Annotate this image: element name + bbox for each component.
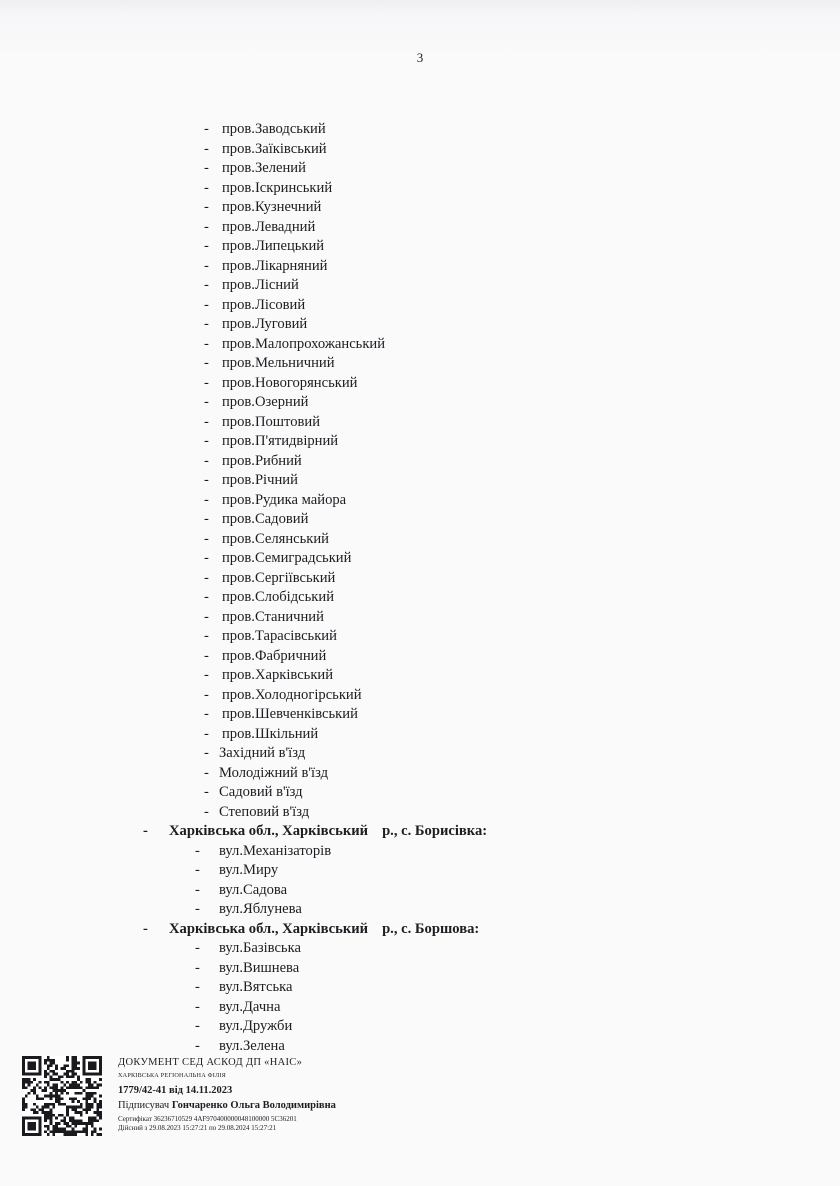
street-name: вул.Дружби bbox=[219, 1018, 293, 1034]
section-heading-text bbox=[169, 920, 479, 940]
street-name: пров.Шкільний bbox=[222, 725, 319, 742]
street-name: Садовий в'їзд bbox=[219, 784, 303, 800]
list-bullet: - bbox=[204, 374, 209, 391]
list-bullet: - bbox=[204, 530, 209, 547]
list-bullet: - bbox=[143, 823, 148, 839]
street-name: вул.Садова bbox=[219, 881, 288, 898]
list-bullet: - bbox=[195, 862, 200, 878]
list-bullet: - bbox=[204, 647, 209, 664]
street-name: пров.Мельничний bbox=[222, 355, 335, 371]
heading-region: Харківська обл., Харківський bbox=[169, 920, 369, 937]
heading-settlement: р., с. Боршова: bbox=[382, 920, 480, 937]
signer-label: Підписувач bbox=[118, 1100, 170, 1111]
list-bullet: - bbox=[143, 920, 148, 937]
street-name: пров.Холодногірський bbox=[222, 686, 362, 703]
signature-stamp bbox=[22, 1056, 542, 1152]
street-name: пров.П'ятидвірний bbox=[222, 433, 339, 449]
stamp-text bbox=[118, 1056, 538, 1133]
street-name: вул.Механізаторів bbox=[219, 842, 332, 859]
heading-settlement: р., с. Борисівка: bbox=[382, 823, 488, 839]
street-name: пров.Заїківський bbox=[222, 140, 327, 157]
street-name: Молодіжний в'їзд bbox=[219, 764, 329, 781]
list-bullet: - bbox=[204, 433, 209, 449]
list-bullet: - bbox=[195, 1037, 200, 1054]
street-name: пров.Лікарняний bbox=[222, 257, 328, 274]
stamp-title: ДОКУМЕНТ СЕД АСКОД ДП «НАІС» bbox=[118, 1057, 303, 1068]
street-name: вул.Вятська bbox=[219, 979, 293, 995]
list-bullet: - bbox=[204, 394, 209, 410]
heading-region: Харківська обл., Харківський bbox=[169, 823, 369, 839]
street-name: пров.Селянський bbox=[222, 530, 329, 547]
street-name: пров.Садовий bbox=[222, 511, 309, 527]
list-bullet: - bbox=[204, 199, 209, 215]
list-bullet: - bbox=[204, 140, 209, 157]
street-name: пров.Липецький bbox=[222, 238, 325, 254]
street-name: вул.Базівська bbox=[219, 940, 301, 956]
street-name: пров.Новогорянський bbox=[222, 374, 358, 391]
list-bullet: - bbox=[204, 511, 209, 527]
qr-code-icon bbox=[22, 1056, 102, 1136]
street-name: пров.Шевченківський bbox=[222, 706, 358, 722]
list-bullet: - bbox=[204, 257, 209, 274]
list-bullet: - bbox=[204, 686, 209, 703]
street-name: вул.Миру bbox=[219, 862, 279, 878]
list-bullet: - bbox=[204, 667, 209, 683]
stamp-validity: Дійсний з 29.08.2023 15:27:21 по 29.08.2024 15:27:21 bbox=[118, 1124, 277, 1132]
list-bullet: - bbox=[204, 569, 209, 586]
list-bullet: - bbox=[204, 277, 209, 293]
list-bullet: - bbox=[195, 998, 200, 1015]
list-bullet: - bbox=[204, 335, 209, 352]
list-bullet: - bbox=[204, 745, 209, 761]
list-bullet: - bbox=[204, 784, 209, 800]
section-heading-text bbox=[169, 822, 487, 842]
list-bullet: - bbox=[195, 901, 200, 917]
list-bullet: - bbox=[195, 1018, 200, 1034]
list-bullet: - bbox=[204, 472, 209, 488]
stamp-certificate: Сертифікат 36236710529 4AF970400000048100000 5C36201 bbox=[118, 1115, 297, 1123]
list-bullet: - bbox=[204, 628, 209, 644]
list-bullet: - bbox=[204, 238, 209, 254]
list-bullet: - bbox=[204, 589, 209, 605]
street-name: вул.Вишнева bbox=[219, 959, 300, 976]
list-bullet: - bbox=[204, 413, 209, 430]
list-bullet: - bbox=[204, 218, 209, 235]
stamp-signer bbox=[118, 1099, 538, 1113]
list-bullet: - bbox=[204, 452, 209, 469]
list-bullet: - bbox=[204, 764, 209, 781]
street-name: пров.Озерний bbox=[222, 394, 309, 410]
list-bullet: - bbox=[195, 979, 200, 995]
street-name: пров.Лісовий bbox=[222, 296, 306, 313]
street-name: вул.Дачна bbox=[219, 998, 281, 1015]
street-name: пров.Сергіївський bbox=[222, 569, 336, 586]
street-name: пров.Поштовий bbox=[222, 413, 321, 430]
street-name: Степовий в'їзд bbox=[219, 803, 310, 820]
stamp-registration: 1779/42-41 від 14.11.2023 bbox=[118, 1085, 233, 1096]
street-name: пров.Левадний bbox=[222, 218, 316, 235]
list-bullet: - bbox=[204, 608, 209, 625]
list-bullet: - bbox=[204, 706, 209, 722]
street-name: пров.Харківський bbox=[222, 667, 334, 683]
list-bullet: - bbox=[204, 491, 209, 508]
list-bullet: - bbox=[195, 940, 200, 956]
street-name: пров.Заводський bbox=[222, 121, 326, 137]
list-bullet: - bbox=[204, 179, 209, 196]
street-name: пров.Малопрохожанський bbox=[222, 335, 386, 352]
street-name: пров.Річний bbox=[222, 472, 298, 488]
street-name: пров.Зелений bbox=[222, 160, 306, 176]
street-name: пров.Слобідський bbox=[222, 589, 335, 605]
street-name: пров.Рибний bbox=[222, 452, 302, 469]
list-bullet: - bbox=[195, 881, 200, 898]
stamp-branch: ХАРКІВСЬКА РЕГІОНАЛЬНА ФІЛІЯ bbox=[118, 1072, 226, 1079]
street-name: пров.Фабричний bbox=[222, 647, 327, 664]
street-name: пров.Рудика майора bbox=[222, 491, 347, 508]
list-bullet: - bbox=[195, 959, 200, 976]
street-name: Західний в'їзд bbox=[219, 745, 306, 761]
page-number: 3 bbox=[416, 50, 424, 65]
street-name: вул.Яблунева bbox=[219, 901, 302, 917]
signer-name: Гончаренко Ольга Володимирівна bbox=[171, 1100, 336, 1111]
list-bullet: - bbox=[204, 160, 209, 176]
list-bullet: - bbox=[195, 842, 200, 859]
list-bullet: - bbox=[204, 296, 209, 313]
street-name: пров.Станичний bbox=[222, 608, 324, 625]
street-name: пров.Семиградський bbox=[222, 550, 352, 566]
list-bullet: - bbox=[204, 121, 209, 137]
list-bullet: - bbox=[204, 316, 209, 332]
street-name: пров.Лісний bbox=[222, 277, 299, 293]
list-bullet: - bbox=[204, 803, 209, 820]
street-name: пров.Кузнечний bbox=[222, 199, 322, 215]
street-name: вул.Зелена bbox=[219, 1037, 285, 1054]
list-bullet: - bbox=[204, 550, 209, 566]
list-bullet: - bbox=[204, 355, 209, 371]
street-name: пров.Луговий bbox=[222, 316, 308, 332]
list-bullet: - bbox=[204, 725, 209, 742]
street-name: пров.Іскринський bbox=[222, 179, 333, 196]
street-name: пров.Тарасівський bbox=[222, 628, 337, 644]
